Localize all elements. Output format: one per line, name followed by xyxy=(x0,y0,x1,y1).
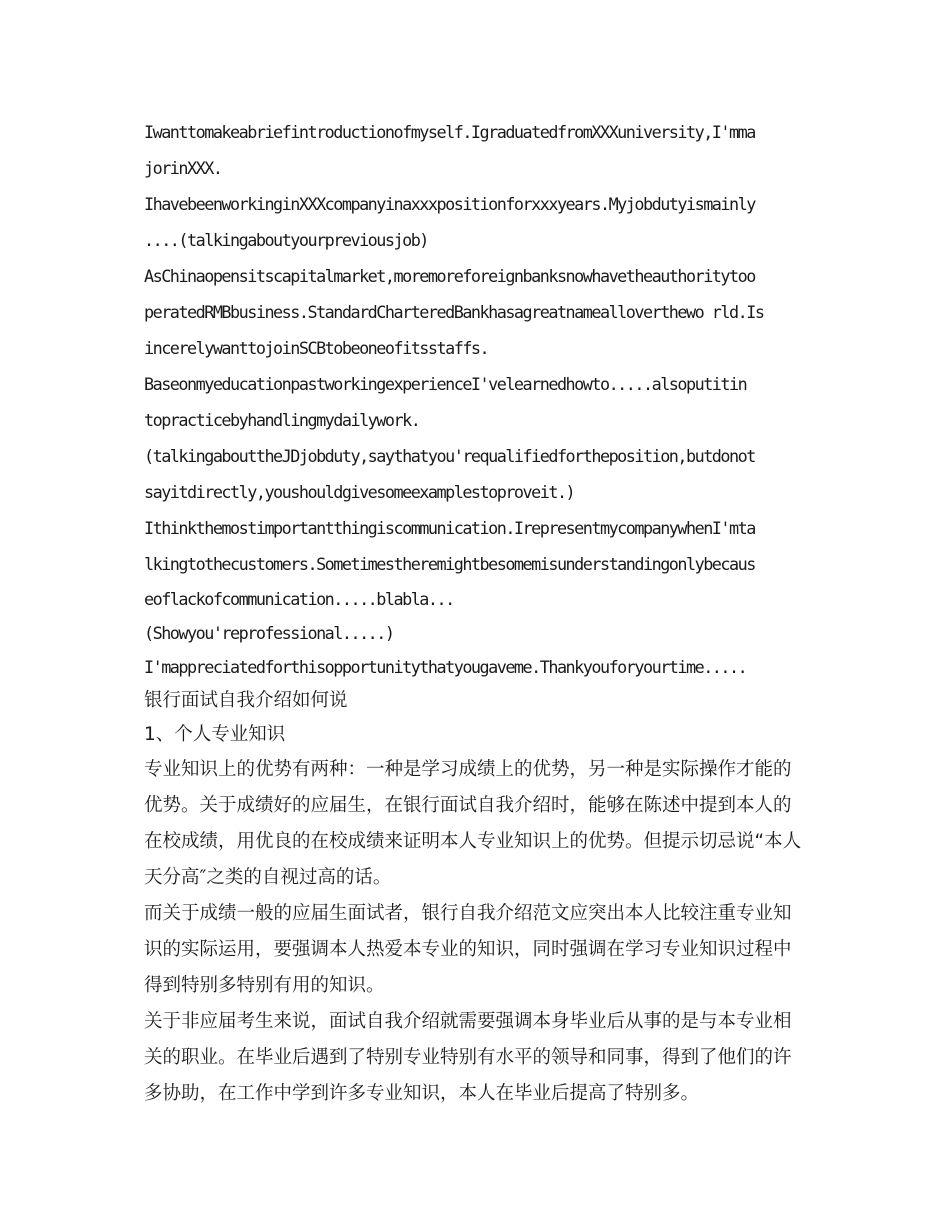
english-line: topracticebyhandlingmydailywork. xyxy=(144,410,420,430)
english-line: I'mappreciatedforthisopportunitythatyougaveme.Thankyouforyourtime..... xyxy=(144,657,747,677)
section-heading: 银行面试自我介绍如何说 xyxy=(144,690,348,711)
chinese-line: 在校成绩，用优良的在校成绩来证明本人专业知识上的优势。但提示切忌说“本人 xyxy=(144,831,802,852)
english-line: Iwanttomakeabriefintroductionofmyself.IgraduatedfromXXXuniversity,I'mma xyxy=(144,122,755,142)
english-line: ....(talkingaboutyourpreviousjob) xyxy=(144,230,428,250)
english-line: eoflackofcommunication.....blabla... xyxy=(144,589,454,609)
chinese-line: 优势。关于成绩好的应届生，在银行面试自我介绍时，能够在陈述中提到本人的 xyxy=(144,795,792,816)
english-line: AsChinaopensitscapitalmarket,moremoreforeignbanksnowhavetheauthoritytoo xyxy=(144,266,755,286)
chinese-line: 关的职业。在毕业后遇到了特别专业特别有水平的领导和同事，得到了他们的许 xyxy=(144,1047,792,1068)
english-line: jorinXXX. xyxy=(144,158,222,178)
section-title: 1、个人专业知识 xyxy=(144,724,286,745)
english-line: (talkingabouttheJDjobduty,saythatyou'requalifiedfortheposition,butdonot xyxy=(144,446,755,466)
english-line: BaseonmyeducationpastworkingexperienceI'velearnedhowto.....alsoputitin xyxy=(144,374,747,394)
english-line: IhavebeenworkinginXXXcompanyinaxxxpositionforxxxyears.Myjobdutyismainly xyxy=(144,194,755,214)
chinese-line: 关于非应届考生来说，面试自我介绍就需要强调本身毕业后从事的是与本专业相 xyxy=(144,1011,792,1032)
english-line: incerelywanttojoinSCBtobeoneofitsstaffs. xyxy=(144,338,489,358)
english-line: Ithinkthemostimportantthingiscommunication.IrepresentmycompanywhenI'mta xyxy=(144,518,755,538)
english-line: peratedRMBbusiness.StandardCharteredBankhasagreatnamealloverthewo rld.Is xyxy=(144,302,764,322)
chinese-line: 而关于成绩一般的应届生面试者，银行自我介绍范文应突出本人比较注重专业知 xyxy=(144,903,792,924)
document-body xyxy=(144,114,806,1112)
chinese-line: 专业知识上的优势有两种：一种是学习成绩上的优势，另一种是实际操作才能的 xyxy=(144,759,792,780)
english-line: sayitdirectly,youshouldgivesomeexamplestoproveit.) xyxy=(144,482,575,502)
chinese-line: 识的实际运用，要强调本人热爱本专业的知识，同时强调在学习专业知识过程中 xyxy=(144,939,792,960)
chinese-line: 得到特别多特别有用的知识。 xyxy=(144,975,385,996)
chinese-line: 多协助，在工作中学到许多专业知识，本人在毕业后提高了特别多。 xyxy=(144,1083,700,1104)
english-line: lkingtothecustomers.Sometimestheremightbesomemisunderstandingonlybecaus xyxy=(144,554,755,574)
chinese-line: 天分高″之类的自视过高的话。 xyxy=(144,867,392,888)
english-line: (Showyou'reprofessional.....) xyxy=(144,623,394,643)
